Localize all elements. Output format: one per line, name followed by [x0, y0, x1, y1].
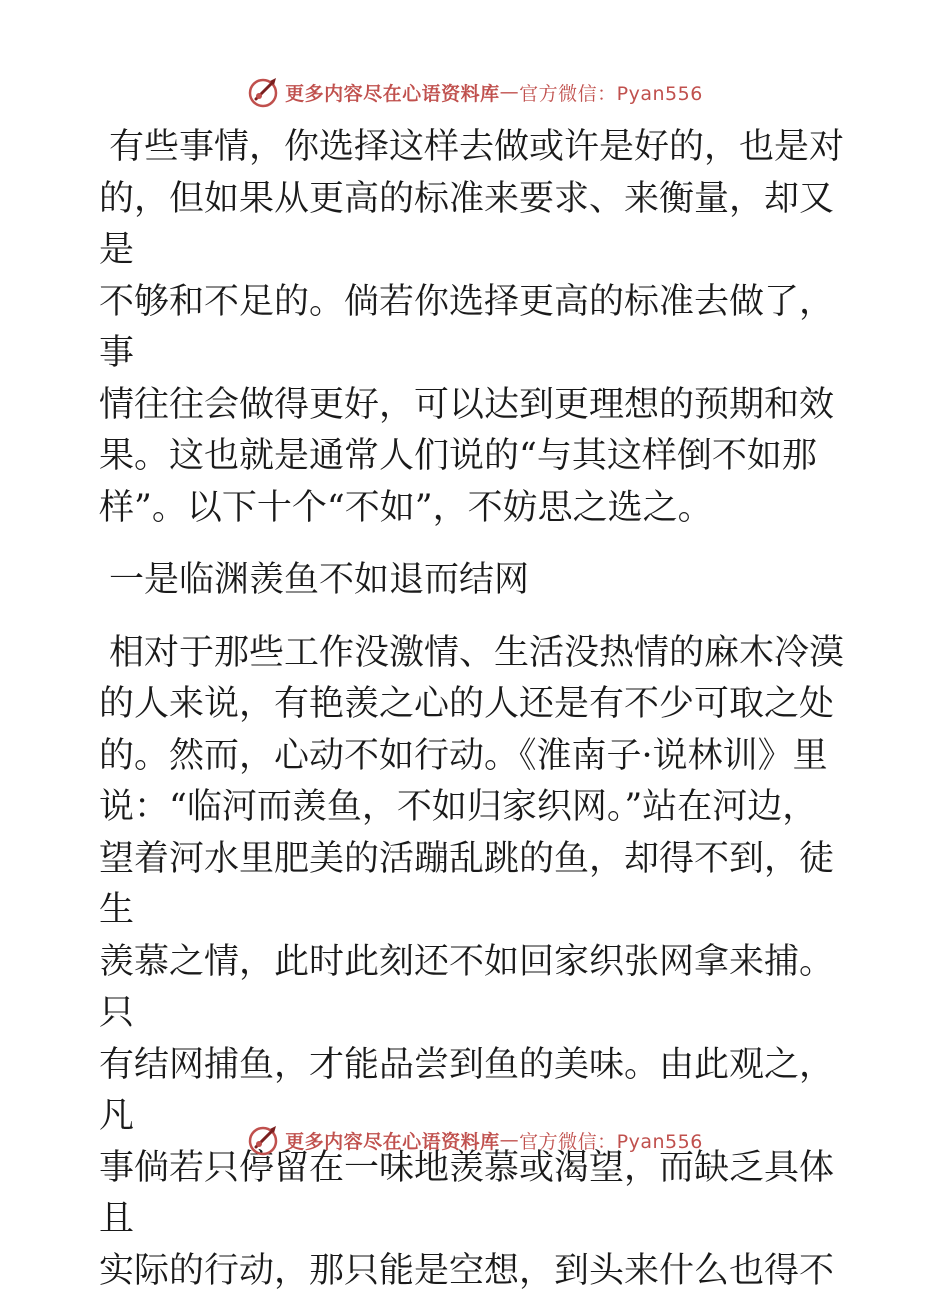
body-line: 羡慕之情，此时此刻还不如回家织张网拿来捕。只 — [99, 942, 834, 1034]
banner-main-text: 更多内容尽在心语资料库 — [285, 1127, 500, 1154]
body-line: 望着河水里肥美的活蹦乱跳的鱼，却得不到，徒生 — [99, 839, 834, 931]
intro-paragraph — [99, 122, 859, 534]
intro-line: 有些事情，你选择这样去做或许是好的，也是对 — [99, 127, 844, 167]
section-heading — [99, 555, 859, 607]
banner-dash: — — [500, 1129, 520, 1151]
body-line: 的人来说，有艳羡之心的人还是有不少可取之处 — [99, 684, 834, 724]
banner-dash: — — [500, 81, 520, 103]
body-line: 实际的行动，那只能是空想，到头来什么也得不 — [99, 1251, 834, 1291]
banner-sub-text: 官方微信：Pyan556 — [519, 79, 703, 106]
brand-logo-icon — [247, 1123, 281, 1157]
body-line: 有结网捕鱼，才能品尝到鱼的美味。由此观之，凡 — [99, 1045, 834, 1137]
intro-line: 样”。以下十个“不如”，不妨思之选之。 — [99, 488, 713, 528]
body-line: 相对于那些工作没激情、生活没热情的麻木冷漠 — [99, 633, 844, 673]
body-line: 的。然而，心动不如行动。《淮南子·说林训》里 — [99, 736, 828, 776]
intro-line: 果。这也就是通常人们说的“与其这样倒不如那 — [99, 436, 817, 476]
body-line: 事倘若只停留在一味地羡慕或渴望，而缺乏具体且 — [99, 1148, 834, 1240]
intro-line: 的，但如果从更高的标准来要求、来衡量，却又是 — [99, 179, 834, 271]
banner-main-text: 更多内容尽在心语资料库 — [285, 79, 500, 106]
footer-watermark — [0, 1120, 950, 1160]
header-watermark — [0, 72, 950, 112]
section-heading-text: 一是临渊羡鱼不如退而结网 — [99, 560, 529, 600]
banner-sub-text: 官方微信：Pyan556 — [519, 1127, 703, 1154]
brand-logo-icon — [247, 75, 281, 109]
body-paragraph — [99, 628, 859, 1297]
intro-line: 情往往会做得更好，可以达到更理想的预期和效 — [99, 385, 834, 425]
body-line: 说：“临河而羡鱼，不如归家织网。”站在河边， — [99, 787, 817, 827]
intro-line: 不够和不足的。倘若你选择更高的标准去做了，事 — [99, 282, 834, 374]
